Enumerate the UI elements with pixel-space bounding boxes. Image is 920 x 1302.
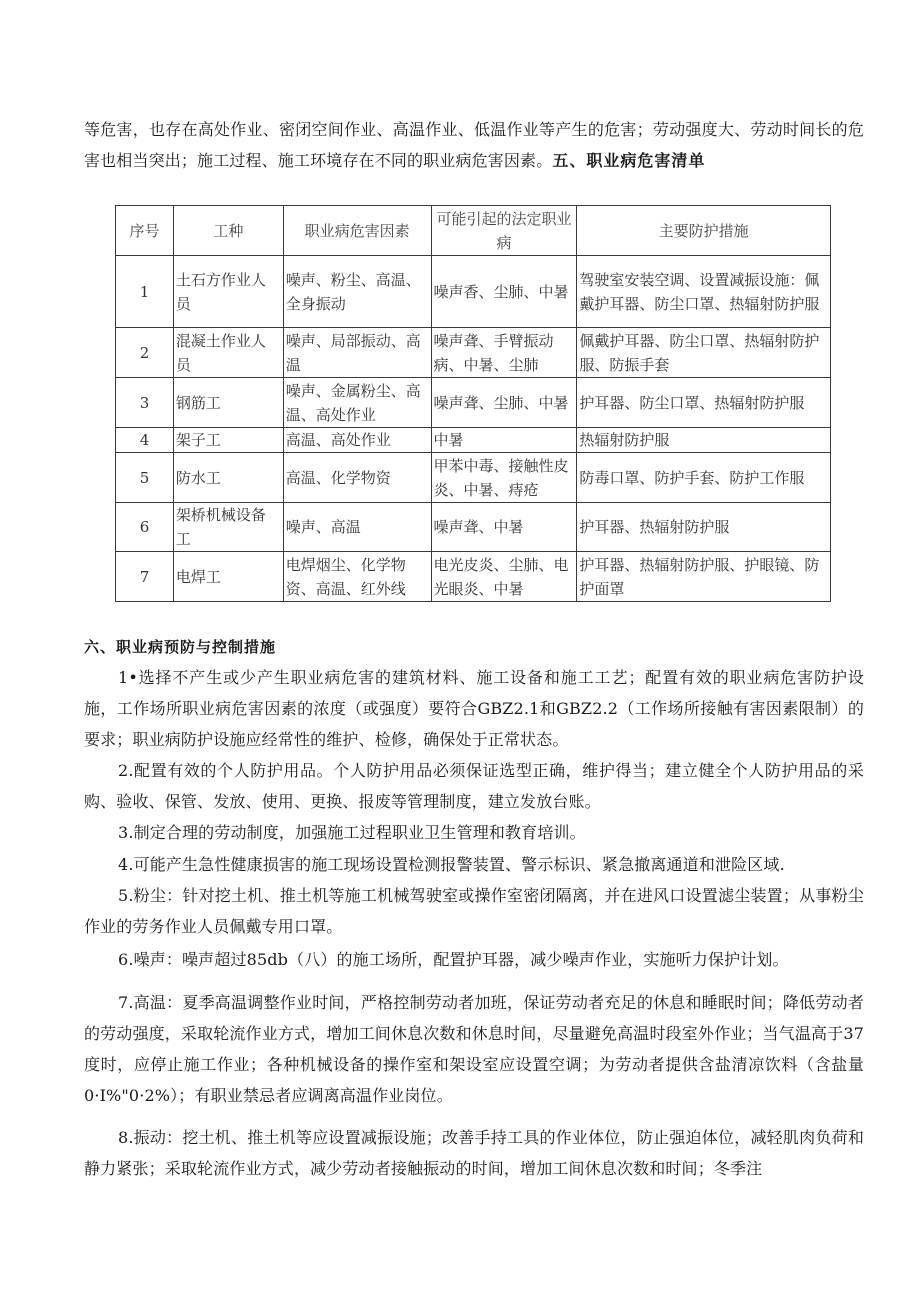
header-measures: 主要防护措施 — [577, 206, 831, 256]
row-disease: 噪声聋、手臂振动病、中暑、尘肺 — [431, 328, 577, 378]
row-factors: 高温、化学物资 — [283, 453, 431, 503]
row-no: 5 — [116, 453, 174, 503]
measure-item-8: 8.振动：挖土机、推土机等应设置减振设施；改善手持工具的作业体位，防止强迫体位，减轻肌肉负荷和静力紧张；采取轮流作业方式，减少劳动者接触振动的时间，增加工间休息次数和时间；冬季注 — [84, 1128, 864, 1178]
table-row — [116, 328, 831, 378]
table-row — [116, 453, 831, 503]
row-no: 1 — [116, 256, 174, 328]
table-row — [116, 256, 831, 328]
measure-item-2: 2.配置有效的个人防护用品。个人防护用品必须保证选型正确，维护得当；建立健全个人防护用品的采购、验收、保管、发放、使用、更换、报废等管理制度，建立发放台账。 — [84, 761, 864, 811]
table-row — [116, 552, 831, 602]
measure-item-7: 7.高温：夏季高温调整作业时间，严格控制劳动者加班，保证劳动者充足的休息和睡眠时间；降低劳动者的劳动强度，采取轮流作业方式，增加工间休息次数和休息时间，尽量避免高温时段室外作业；当气温高于37度时，应停止施工作业；各种机械设备的操作室和架设室应设置空调；为劳动者提供含盐清凉饮料（含盐量0·I%"0·2%）；有职业禁忌者应调离高温作业岗位。 — [84, 993, 864, 1105]
row-factors: 高温、高处作业 — [283, 428, 431, 453]
header-disease: 可能引起的法定职业病 — [431, 206, 577, 256]
row-measures: 护耳器、热辐射防护服、护眼镜、防护面罩 — [577, 552, 831, 602]
section5-heading: 五、职业病危害清单 — [552, 151, 706, 170]
intro-paragraph — [84, 114, 864, 176]
row-job: 架子工 — [173, 428, 283, 453]
row-job: 防水工 — [173, 453, 283, 503]
row-factors: 噪声、局部振动、高温 — [283, 328, 431, 378]
section6-heading: 六、职业病预防与控制措施 — [84, 638, 277, 656]
intro-text: 等危害，也存在高处作业、密闭空间作业、高温作业、低温作业等产生的危害；劳动强度大、劳动时间长的危害也相当突出；施工过程、施工环境存在不同的职业病危害因素。 — [84, 120, 864, 170]
header-factors: 职业病危害因素 — [283, 206, 431, 256]
table-row — [116, 428, 831, 453]
row-measures: 护耳器、热辐射防护服 — [577, 503, 831, 552]
row-job: 土石方作业人员 — [173, 256, 283, 328]
row-factors: 电焊烟尘、化学物资、高温、红外线 — [283, 552, 431, 602]
measure-item-3: 3.制定合理的劳动制度，加强施工过程职业卫生管理和教育培训。 — [118, 823, 586, 842]
row-measures: 护耳器、防尘口罩、热辐射防护服 — [577, 378, 831, 428]
row-disease: 中暑 — [431, 428, 577, 453]
measure-item-6: 6.噪声：噪声超过85db（八）的施工场所，配置护耳器，减少噪声作业，实施听力保护计划。 — [118, 950, 789, 969]
row-job: 混凝土作业人员 — [173, 328, 283, 378]
row-disease: 噪声香、尘肺、中暑 — [431, 256, 577, 328]
table-header-row — [116, 206, 831, 256]
measure-item-5: 5.粉尘：针对挖土机、推土机等施工机械驾驶室或操作室密闭隔离，并在进风口设置滤尘装置；从事粉尘作业的劳务作业人员佩戴专用口罩。 — [84, 886, 864, 936]
row-disease: 电光皮炎、尘肺、电光眼炎、中暑 — [431, 552, 577, 602]
row-no: 3 — [116, 378, 174, 428]
row-job: 电焊工 — [173, 552, 283, 602]
header-no: 序号 — [116, 206, 174, 256]
row-no: 6 — [116, 503, 174, 552]
row-disease: 噪声聋、尘肺、中暑 — [431, 378, 577, 428]
row-measures: 热辐射防护服 — [577, 428, 831, 453]
header-job: 工种 — [173, 206, 283, 256]
table-row — [116, 503, 831, 552]
row-job: 钢筋工 — [173, 378, 283, 428]
measure-item-1: 1•选择不产生或少产生职业病危害的建筑材料、施工设备和施工工艺；配置有效的职业病危害防护设施，工作场所职业病危害因素的浓度（或强度）要符合GBZ2.1和GBZ2.2（工作场所接触有害因素限制）的要求；职业病防护设施应经常性的维护、检修，确保处于正常状态。 — [84, 668, 864, 749]
row-no: 4 — [116, 428, 174, 453]
row-factors: 噪声、高温 — [283, 503, 431, 552]
row-measures: 驾驶室安装空调、设置减振设施：佩戴护耳器、防尘口罩、热辐射防护服 — [577, 256, 831, 328]
row-job: 架桥机械设备工 — [173, 503, 283, 552]
measure-item-4: 4.可能产生急性健康损害的施工现场设置检测报警装置、警示标识、紧急撤离通道和泄险区域. — [118, 855, 785, 874]
row-disease: 甲苯中毒、接触性皮炎、中暑、痔疮 — [431, 453, 577, 503]
row-no: 2 — [116, 328, 174, 378]
hazard-table — [115, 205, 831, 602]
row-no: 7 — [116, 552, 174, 602]
row-factors: 噪声、粉尘、高温、全身振动 — [283, 256, 431, 328]
table-row — [116, 378, 831, 428]
row-measures: 佩戴护耳器、防尘口罩、热辐射防护服、防振手套 — [577, 328, 831, 378]
row-disease: 噪声聋、中暑 — [431, 503, 577, 552]
row-measures: 防毒口罩、防护手套、防护工作服 — [577, 453, 831, 503]
row-factors: 噪声、金属粉尘、高温、高处作业 — [283, 378, 431, 428]
